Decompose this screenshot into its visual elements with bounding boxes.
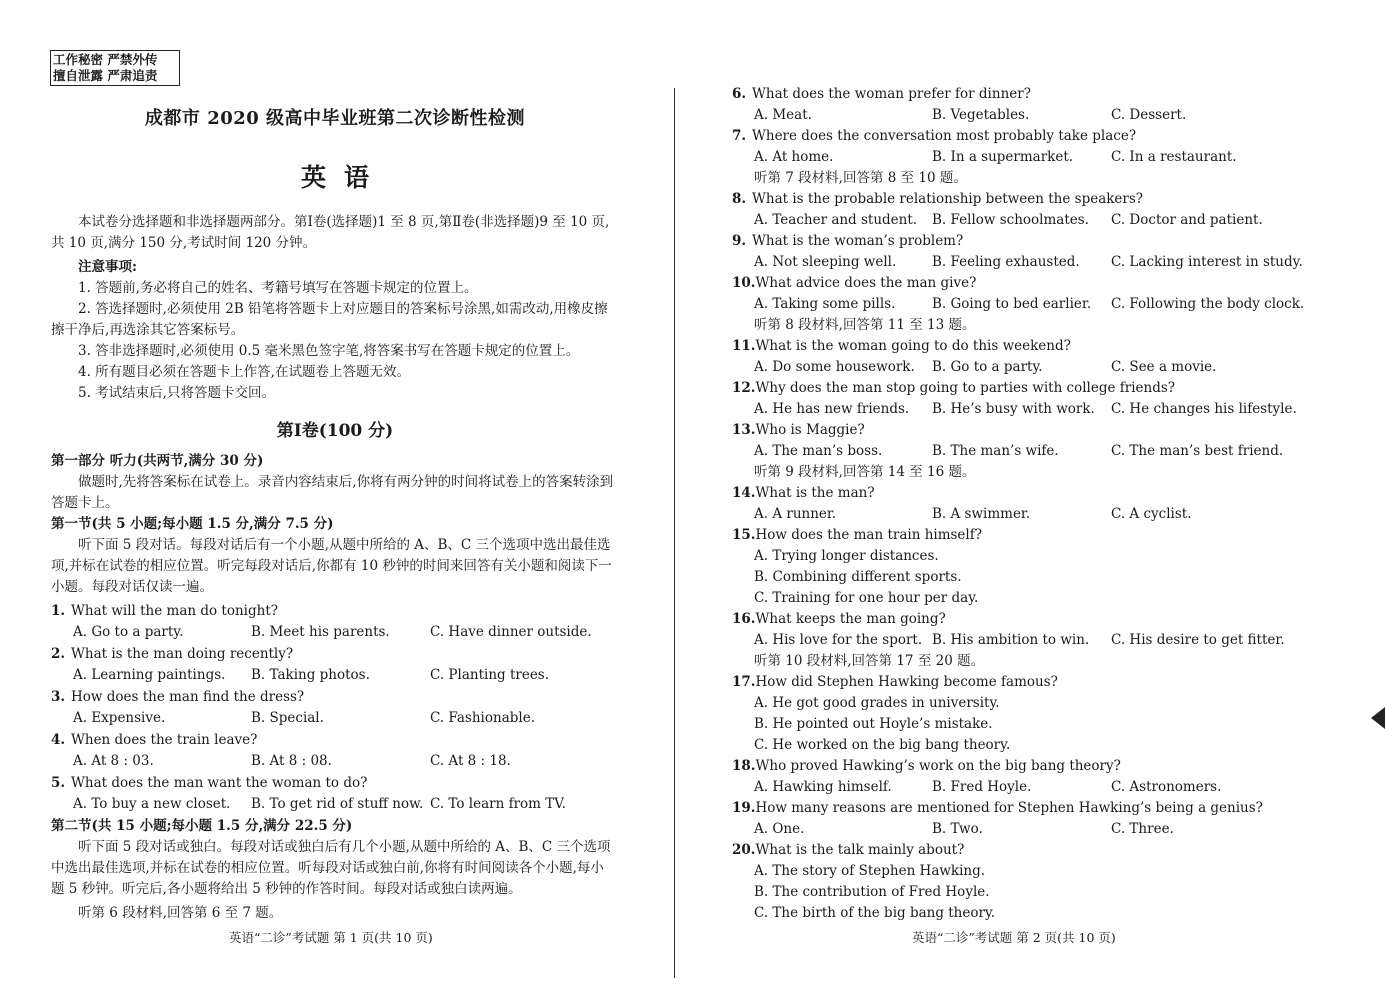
- option-a: A. Not sleeping well.: [754, 254, 897, 270]
- question-number: 9.: [732, 233, 747, 249]
- question-text: What does the man want the woman to do?: [71, 775, 368, 791]
- question-number: 17.: [732, 674, 756, 690]
- material-heading: 听第 8 段材料,回答第 11 至 13 题。: [754, 317, 976, 333]
- question: [732, 126, 1136, 147]
- option-a: A. Teacher and student.: [754, 212, 918, 228]
- question-text: How did Stephen Hawking become famous?: [755, 674, 1058, 690]
- option-c: C. To learn from TV.: [430, 796, 566, 812]
- option-c: C. His desire to get fitter.: [1111, 632, 1285, 648]
- question: [51, 687, 304, 708]
- note-item: 1. 答题前,务必将自己的姓名、考籍号填写在答题卡规定的位置上。: [78, 280, 478, 296]
- question-number: 5.: [51, 775, 66, 791]
- question: [732, 840, 964, 861]
- option-b: B. At 8 : 08.: [251, 753, 332, 769]
- question-text: What is the woman’s problem?: [752, 233, 964, 249]
- note-item: 3. 答非选择题时,必须使用 0.5 毫米黑色签字笔,将答案书写在答题卡规定的位置上。: [78, 343, 580, 359]
- option-b: B. Feeling exhausted.: [932, 254, 1080, 270]
- intro-paragraph: 本试卷分选择题和非选择题两部分。第Ⅰ卷(选择题)1 至 8 页,第Ⅱ卷(非选择题)9 至 10 页,共 10 页,满分 150 分,考试时间 120 分钟。: [51, 214, 610, 251]
- option-a: A. Go to a party.: [73, 624, 184, 640]
- page-turn-arrow-icon[interactable]: [1371, 707, 1385, 729]
- subsection-instructions: 听下面 5 段对话。每段对话后有一个小题,从题中所给的 A、B、C 三个选项中选出最佳选项,并标在试卷的相应位置。听完每段对话后,你都有 10 秒钟的时间来回答有关小题和阅读下一小题。每段对话仅读一遍。: [51, 537, 612, 595]
- question-number: 16.: [732, 611, 756, 627]
- option-b: B. Meet his parents.: [251, 624, 390, 640]
- question: [732, 231, 963, 252]
- right-page: [684, 0, 1385, 993]
- section-instructions: 做题时,先将答案标在试卷上。录音内容结束后,你将有两分钟的时间将试卷上的答案转涂到答题卡上。: [51, 474, 614, 511]
- option-a: A. He got good grades in university.: [754, 695, 1000, 711]
- subsection-title: 第二节(共 15 小题;每小题 1.5 分,满分 22.5 分): [51, 818, 353, 834]
- option-c: C. Have dinner outside.: [430, 624, 592, 640]
- option-a: A. A runner.: [754, 506, 837, 522]
- option-c: C. He changes his lifestyle.: [1111, 401, 1297, 417]
- question: [732, 273, 976, 294]
- question: [51, 773, 367, 794]
- question-number: 18.: [732, 758, 756, 774]
- option-b: B. In a supermarket.: [932, 149, 1074, 165]
- note-item: 2. 答选择题时,必须使用 2B 铅笔将答题卡上对应题目的答案标号涂黑,如需改动,用橡皮擦擦干净后,再选涂其它答案标号。: [51, 301, 608, 338]
- question: [51, 601, 278, 622]
- option-a: A. One.: [754, 821, 805, 837]
- option-c: C. Astronomers.: [1111, 779, 1222, 795]
- option-c: C. Three.: [1111, 821, 1174, 837]
- option-a: A. The man’s boss.: [754, 443, 883, 459]
- part-title: 第Ⅰ卷(100 分): [276, 421, 394, 441]
- material-heading: 听第 9 段材料,回答第 14 至 16 题。: [754, 464, 976, 480]
- option-b: B. Fred Hoyle.: [932, 779, 1032, 795]
- option-c: C. Dessert.: [1111, 107, 1187, 123]
- option-c: C. A cyclist.: [1111, 506, 1192, 522]
- question: [732, 378, 1175, 399]
- material-heading: 听第 6 段材料,回答第 6 至 7 题。: [78, 905, 283, 921]
- option-a: A. Taking some pills.: [754, 296, 896, 312]
- option-c: C. The birth of the big bang theory.: [754, 905, 996, 921]
- question-number: 10.: [732, 275, 756, 291]
- material-heading: 听第 7 段材料,回答第 8 至 10 题。: [754, 170, 967, 186]
- option-a: A. Expensive.: [73, 710, 166, 726]
- question-text: When does the train leave?: [71, 732, 258, 748]
- question-text: Where does the conversation most probably take place?: [752, 128, 1137, 144]
- question-text: Why does the man stop going to parties with college friends?: [755, 380, 1176, 396]
- exam-title: 成都市 2020 级高中毕业班第二次诊断性检测: [144, 108, 526, 129]
- question-text: What is the talk mainly about?: [755, 842, 965, 858]
- option-b: B. He pointed out Hoyle’s mistake.: [754, 716, 993, 732]
- question-number: 15.: [732, 527, 756, 543]
- option-c: C. Planting trees.: [430, 667, 550, 683]
- question: [732, 609, 946, 630]
- option-a: A. Learning paintings.: [73, 667, 226, 683]
- option-b: B. Fellow schoolmates.: [932, 212, 1089, 228]
- question-number: 13.: [732, 422, 756, 438]
- material-heading: 听第 10 段材料,回答第 17 至 20 题。: [754, 653, 985, 669]
- question-number: 7.: [732, 128, 747, 144]
- question-text: How does the man train himself?: [755, 527, 982, 543]
- option-a: A. Meat.: [754, 107, 812, 123]
- question: [732, 525, 982, 546]
- option-c: C. In a restaurant.: [1111, 149, 1237, 165]
- option-c: C. Following the body clock.: [1111, 296, 1305, 312]
- question: [732, 84, 1031, 105]
- option-a: A. The story of Stephen Hawking.: [754, 863, 986, 879]
- option-b: B. Vegetables.: [932, 107, 1030, 123]
- question-text: What is the man doing recently?: [71, 646, 294, 662]
- option-b: B. Special.: [251, 710, 324, 726]
- question-number: 2.: [51, 646, 66, 662]
- option-c: C. At 8 : 18.: [430, 753, 511, 769]
- question-number: 4.: [51, 732, 66, 748]
- question: [732, 420, 865, 441]
- question-text: What does the woman prefer for dinner?: [752, 86, 1031, 102]
- option-c: C. Lacking interest in study.: [1111, 254, 1303, 270]
- option-b: B. His ambition to win.: [932, 632, 1090, 648]
- question-text: What is the probable relationship between the speakers?: [752, 191, 1144, 207]
- option-b: B. Go to a party.: [932, 359, 1043, 375]
- question-number: 8.: [732, 191, 747, 207]
- question: [732, 483, 875, 504]
- question: [51, 644, 293, 665]
- option-a: A. At home.: [754, 149, 834, 165]
- confidential-notice: [50, 50, 180, 86]
- question-text: What is the man?: [755, 485, 875, 501]
- option-a: A. His love for the sport.: [754, 632, 923, 648]
- option-b: B. A swimmer.: [932, 506, 1031, 522]
- question-number: 3.: [51, 689, 66, 705]
- question-number: 11.: [732, 338, 756, 354]
- option-c: C. Training for one hour per day.: [754, 590, 979, 606]
- note-item: 4. 所有题目必须在答题卡上作答,在试题卷上答题无效。: [78, 364, 410, 380]
- question-text: How does the man find the dress?: [71, 689, 305, 705]
- page-footer: 英语“二诊”考试题 第 1 页(共 10 页): [229, 930, 433, 945]
- confidential-line-2: 擅自泄露 严肃追责: [53, 68, 158, 83]
- option-c: C. The man’s best friend.: [1111, 443, 1284, 459]
- option-a: A. Hawking himself.: [754, 779, 892, 795]
- question-text: Who proved Hawking’s work on the big bang theory?: [755, 758, 1121, 774]
- option-c: C. Doctor and patient.: [1111, 212, 1263, 228]
- question-text: Who is Maggie?: [755, 422, 865, 438]
- subsection-instructions: 听下面 5 段对话或独白。每段对话或独白后有几个小题,从题中所给的 A、B、C 三个选项中选出最佳选项,并标在试卷的相应位置。听每段对话或独白前,你将有时间阅读各个小题,每小题 5 秒钟。听完后,各小题将给出 5 秒钟的作答时间。每段对话或独白读两遍。: [51, 839, 611, 897]
- question: [732, 756, 1121, 777]
- question-number: 12.: [732, 380, 756, 396]
- question: [732, 336, 1071, 357]
- option-b: B. To get rid of stuff now.: [251, 796, 424, 812]
- question-text: What is the woman going to do this weekend?: [755, 338, 1071, 354]
- option-b: B. Taking photos.: [251, 667, 370, 683]
- option-a: A. Trying longer distances.: [754, 548, 939, 564]
- subsection-title: 第一节(共 5 小题;每小题 1.5 分,满分 7.5 分): [51, 516, 334, 532]
- option-c: C. He worked on the big bang theory.: [754, 737, 1011, 753]
- option-a: A. At 8 : 03.: [73, 753, 154, 769]
- question-text: How many reasons are mentioned for Stephen Hawking’s being a genius?: [755, 800, 1263, 816]
- question-text: What advice does the man give?: [755, 275, 977, 291]
- question-text: What will the man do tonight?: [71, 603, 278, 619]
- option-b: B. Combining different sports.: [754, 569, 962, 585]
- question: [732, 798, 1263, 819]
- question-number: 6.: [732, 86, 747, 102]
- option-a: A. To buy a new closet.: [73, 796, 231, 812]
- option-a: A. Do some housework.: [754, 359, 915, 375]
- page-divider: [674, 88, 675, 978]
- option-c: C. Fashionable.: [430, 710, 535, 726]
- question-text: What keeps the man going?: [755, 611, 946, 627]
- question: [732, 672, 1058, 693]
- question-number: 1.: [51, 603, 66, 619]
- question-number: 19.: [732, 800, 756, 816]
- question: [732, 189, 1143, 210]
- question-number: 20.: [732, 842, 756, 858]
- question-number: 14.: [732, 485, 756, 501]
- question: [51, 730, 257, 751]
- note-item: 5. 考试结束后,只将答题卡交回。: [78, 385, 275, 401]
- notes-title: 注意事项:: [78, 259, 137, 275]
- option-b: B. Two.: [932, 821, 983, 837]
- option-b: B. The man’s wife.: [932, 443, 1059, 459]
- option-b: B. Going to bed earlier.: [932, 296, 1092, 312]
- confidential-line-1: 工作秘密 严禁外传: [53, 52, 158, 67]
- option-b: B. The contribution of Fred Hoyle.: [754, 884, 990, 900]
- option-a: A. He has new friends.: [754, 401, 910, 417]
- left-page: [0, 0, 670, 993]
- option-c: C. See a movie.: [1111, 359, 1217, 375]
- option-b: B. He’s busy with work.: [932, 401, 1095, 417]
- subject-title: 英语: [300, 163, 387, 192]
- page-footer: 英语“二诊”考试题 第 2 页(共 10 页): [912, 930, 1116, 945]
- section-title: 第一部分 听力(共两节,满分 30 分): [51, 453, 264, 469]
